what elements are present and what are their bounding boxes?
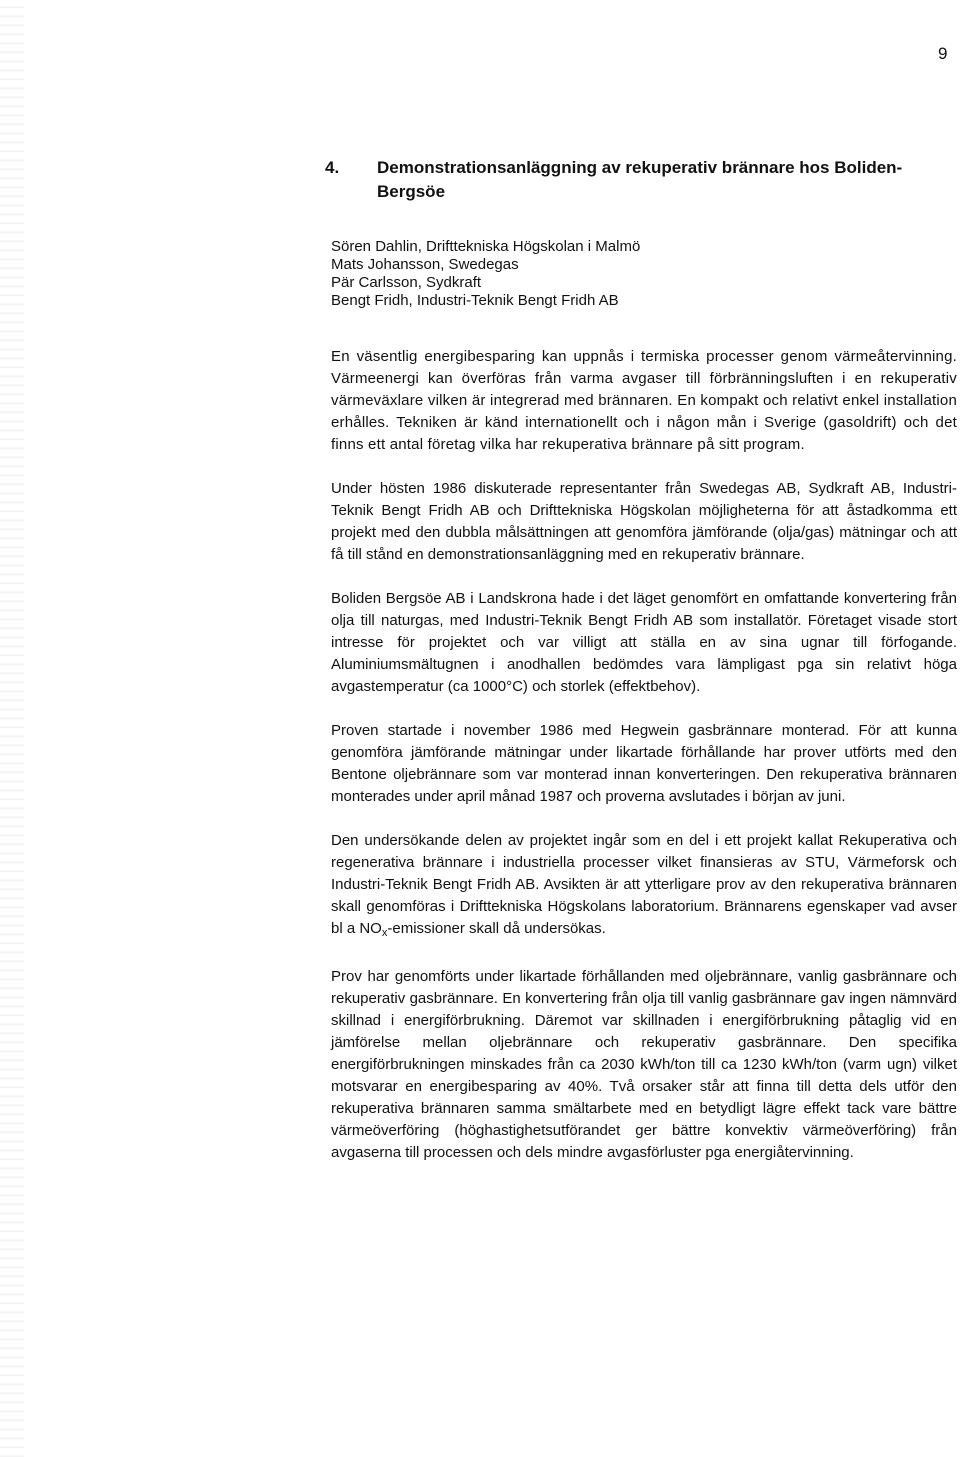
- section-title: Demonstrationsanläggning av rekuperativ brännare hos Boliden-Bergsöe: [377, 158, 903, 201]
- section-heading: [325, 156, 957, 204]
- author-line: Pär Carlsson, Sydkraft: [331, 274, 482, 291]
- author-line: Mats Johansson, Swedegas: [331, 256, 519, 273]
- paragraph-research-text: Den undersökande delen av projektet ingår som en del i ett projekt kallat Rekuperativa och regenerativa brännare i industriella processer vilket finansieras av STU, Värmeforsk och Industri-Teknik Bengt Fridh AB. Avsikten är att ytterligare prov av den rekuperativa brännaren skall genomföras i Drifttekniska Högskolans laboratorium. Brännarens egenskaper vad avser bl a NO: [331, 832, 957, 937]
- author-list: [331, 238, 957, 310]
- section-number: 4.: [325, 158, 340, 177]
- author-line: Sören Dahlin, Drifttekniska Högskolan i Malmö: [331, 238, 641, 255]
- paragraph-research: [331, 830, 957, 944]
- page-number: 9: [938, 44, 948, 63]
- paragraph-trials: Proven startade i november 1986 med Hegwein gasbrännare monterad. För att kunna genomföra jämförande mätningar under likartade förhållande har prover utförts med den Bentone oljebrännare som var monterad innan konverteringen. Den rekuperativa brännaren monterades under april månad 1987 och proverna avslutades i början av juni.: [331, 722, 957, 805]
- paragraph-boliden: Boliden Bergsöe AB i Landskrona hade i det läget genomfört en omfattande konvertering från olja till naturgas, med Industri-Teknik Bengt Fridh AB som installatör. Företaget visade stort intresse för projektet och var villigt att ställa en av sina ugnar till förfogande. Aluminiumsmältugnen i anodhallen bedömdes vara lämpligast pga sin relativt höga avgastemperatur (ca 1000°C) och storlek (effektbehov).: [331, 590, 957, 695]
- paragraph-results: Prov har genomförts under likartade förhållanden med oljebrännare, vanlig gasbrännare och rekuperativ gasbrännare. En konvertering från olja till vanlig gasbrännare gav ingen nämnvärd skillnad i energiförbrukning. Däremot var skillnaden i energiförbrukning påtaglig vid en jämförelse mellan oljebrännare och rekuperativ gasbrännare. Den specifika energiförbrukningen minskades från ca 2030 kWh/ton till ca 1230 kWh/ton (varm ugn) vilket motsvarar en energibesparing av 40%. Två orsaker står att finna till detta dels utför den rekuperativa brännaren samma smältarbete med en betydligt lägre effekt tack vare bättre värmeöverföring (höghastighetsutförandet ger bättre konvektiv värmeöverföring) från avgaserna till processen och dels mindre avgasförluster pga energiåtervinning.: [331, 968, 957, 1161]
- author-line: Bengt Fridh, Industri-Teknik Bengt Fridh AB: [331, 292, 619, 309]
- nox-subscript: x: [381, 927, 388, 939]
- scan-edge: [0, 0, 24, 1457]
- document-body: [325, 156, 957, 1186]
- paragraph-project-start: Under hösten 1986 diskuterade representanter från Swedegas AB, Sydkraft AB, Industri-Teknik Bengt Fridh AB och Drifttekniska Högskolan möjligheterna för att åstadkomma ett projekt med den dubbla målsättningen att genomföra jämförande (olja/gas) mätningar och att få till stånd en demonstrationsanläggning med en rekuperativ brännare.: [331, 480, 957, 563]
- paragraph-research-text-end: -emissioner skall då undersökas.: [387, 920, 606, 937]
- paragraph-intro: En väsentlig energibesparing kan uppnås i termiska processer genom värmeåtervinning. Värmeenergi kan överföras från varma avgaser till förbränningsluften i en rekuperativ värmeväxlare vilken är integrerad med brännaren. En kompakt och relativt enkel installation erhålles. Tekniken är känd internationellt och i någon mån i Sverige (gasoldrift) och det finns ett antal företag vilka har rekuperativa brännare på sitt program.: [331, 348, 957, 453]
